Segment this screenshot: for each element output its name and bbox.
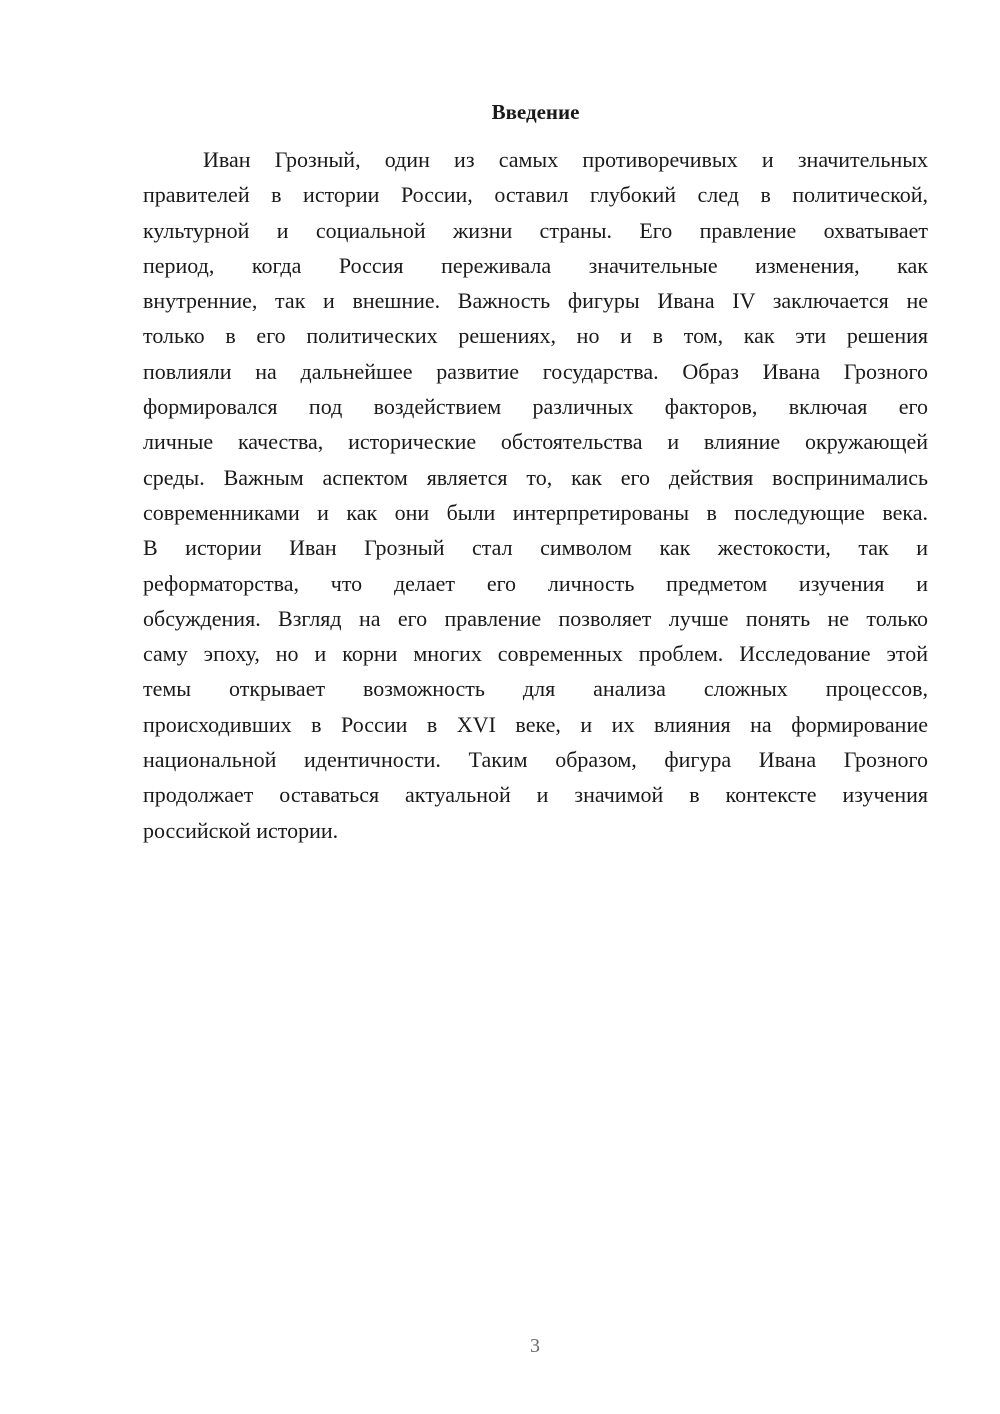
paragraph-line: происходивших в России в XVI веке, и их влияния на формирование xyxy=(143,711,928,737)
paragraph-line: саму эпоху, но и корни многих современных проблем. Исследование этой xyxy=(143,641,928,667)
paragraph-line: продолжает оставаться актуальной и значимой в контексте изучения xyxy=(143,782,928,808)
section-heading: Введение xyxy=(491,100,580,124)
paragraph-line: реформаторства, что делает его личность предметом изучения и xyxy=(143,570,928,596)
paragraph-line: только в его политических решениях, но и в том, как эти решения xyxy=(143,323,928,349)
paragraph-line: внутренние, так и внешние. Важность фигуры Ивана IV заключается не xyxy=(143,288,928,314)
paragraph-line: повлияли на дальнейшее развитие государства. Образ Ивана Грозного xyxy=(143,358,928,384)
paragraph-line: национальной идентичности. Таким образом, фигура Ивана Грозного xyxy=(143,747,928,773)
paragraph-line: Иван Грозный, один из самых противоречивых и значительных xyxy=(203,147,928,172)
paragraph-line: В истории Иван Грозный стал символом как жестокости, так и xyxy=(143,535,928,561)
paragraph-line: правителей в истории России, оставил глубокий след в политической, xyxy=(143,182,928,208)
page-number: 3 xyxy=(530,1335,540,1357)
paragraph-line: обсуждения. Взгляд на его правление позволяет лучше понять не только xyxy=(143,605,928,631)
paragraph-line: культурной и социальной жизни страны. Его правление охватывает xyxy=(143,217,928,243)
paragraph-line: период, когда Россия переживала значительные изменения, как xyxy=(143,252,928,278)
introduction-paragraph xyxy=(143,142,928,848)
paragraph-line: личные качества, исторические обстоятельства и влияние окружающей xyxy=(143,429,928,455)
paragraph-line: российской истории. xyxy=(143,817,339,843)
paragraph-line: темы открывает возможность для анализа сложных процессов, xyxy=(143,676,928,702)
paragraph-line: современниками и как они были интерпретированы в последующие века. xyxy=(143,499,928,525)
paragraph-line: формировался под воздействием различных факторов, включая его xyxy=(143,394,928,420)
paragraph-line: среды. Важным аспектом является то, как его действия воспринимались xyxy=(143,464,928,490)
